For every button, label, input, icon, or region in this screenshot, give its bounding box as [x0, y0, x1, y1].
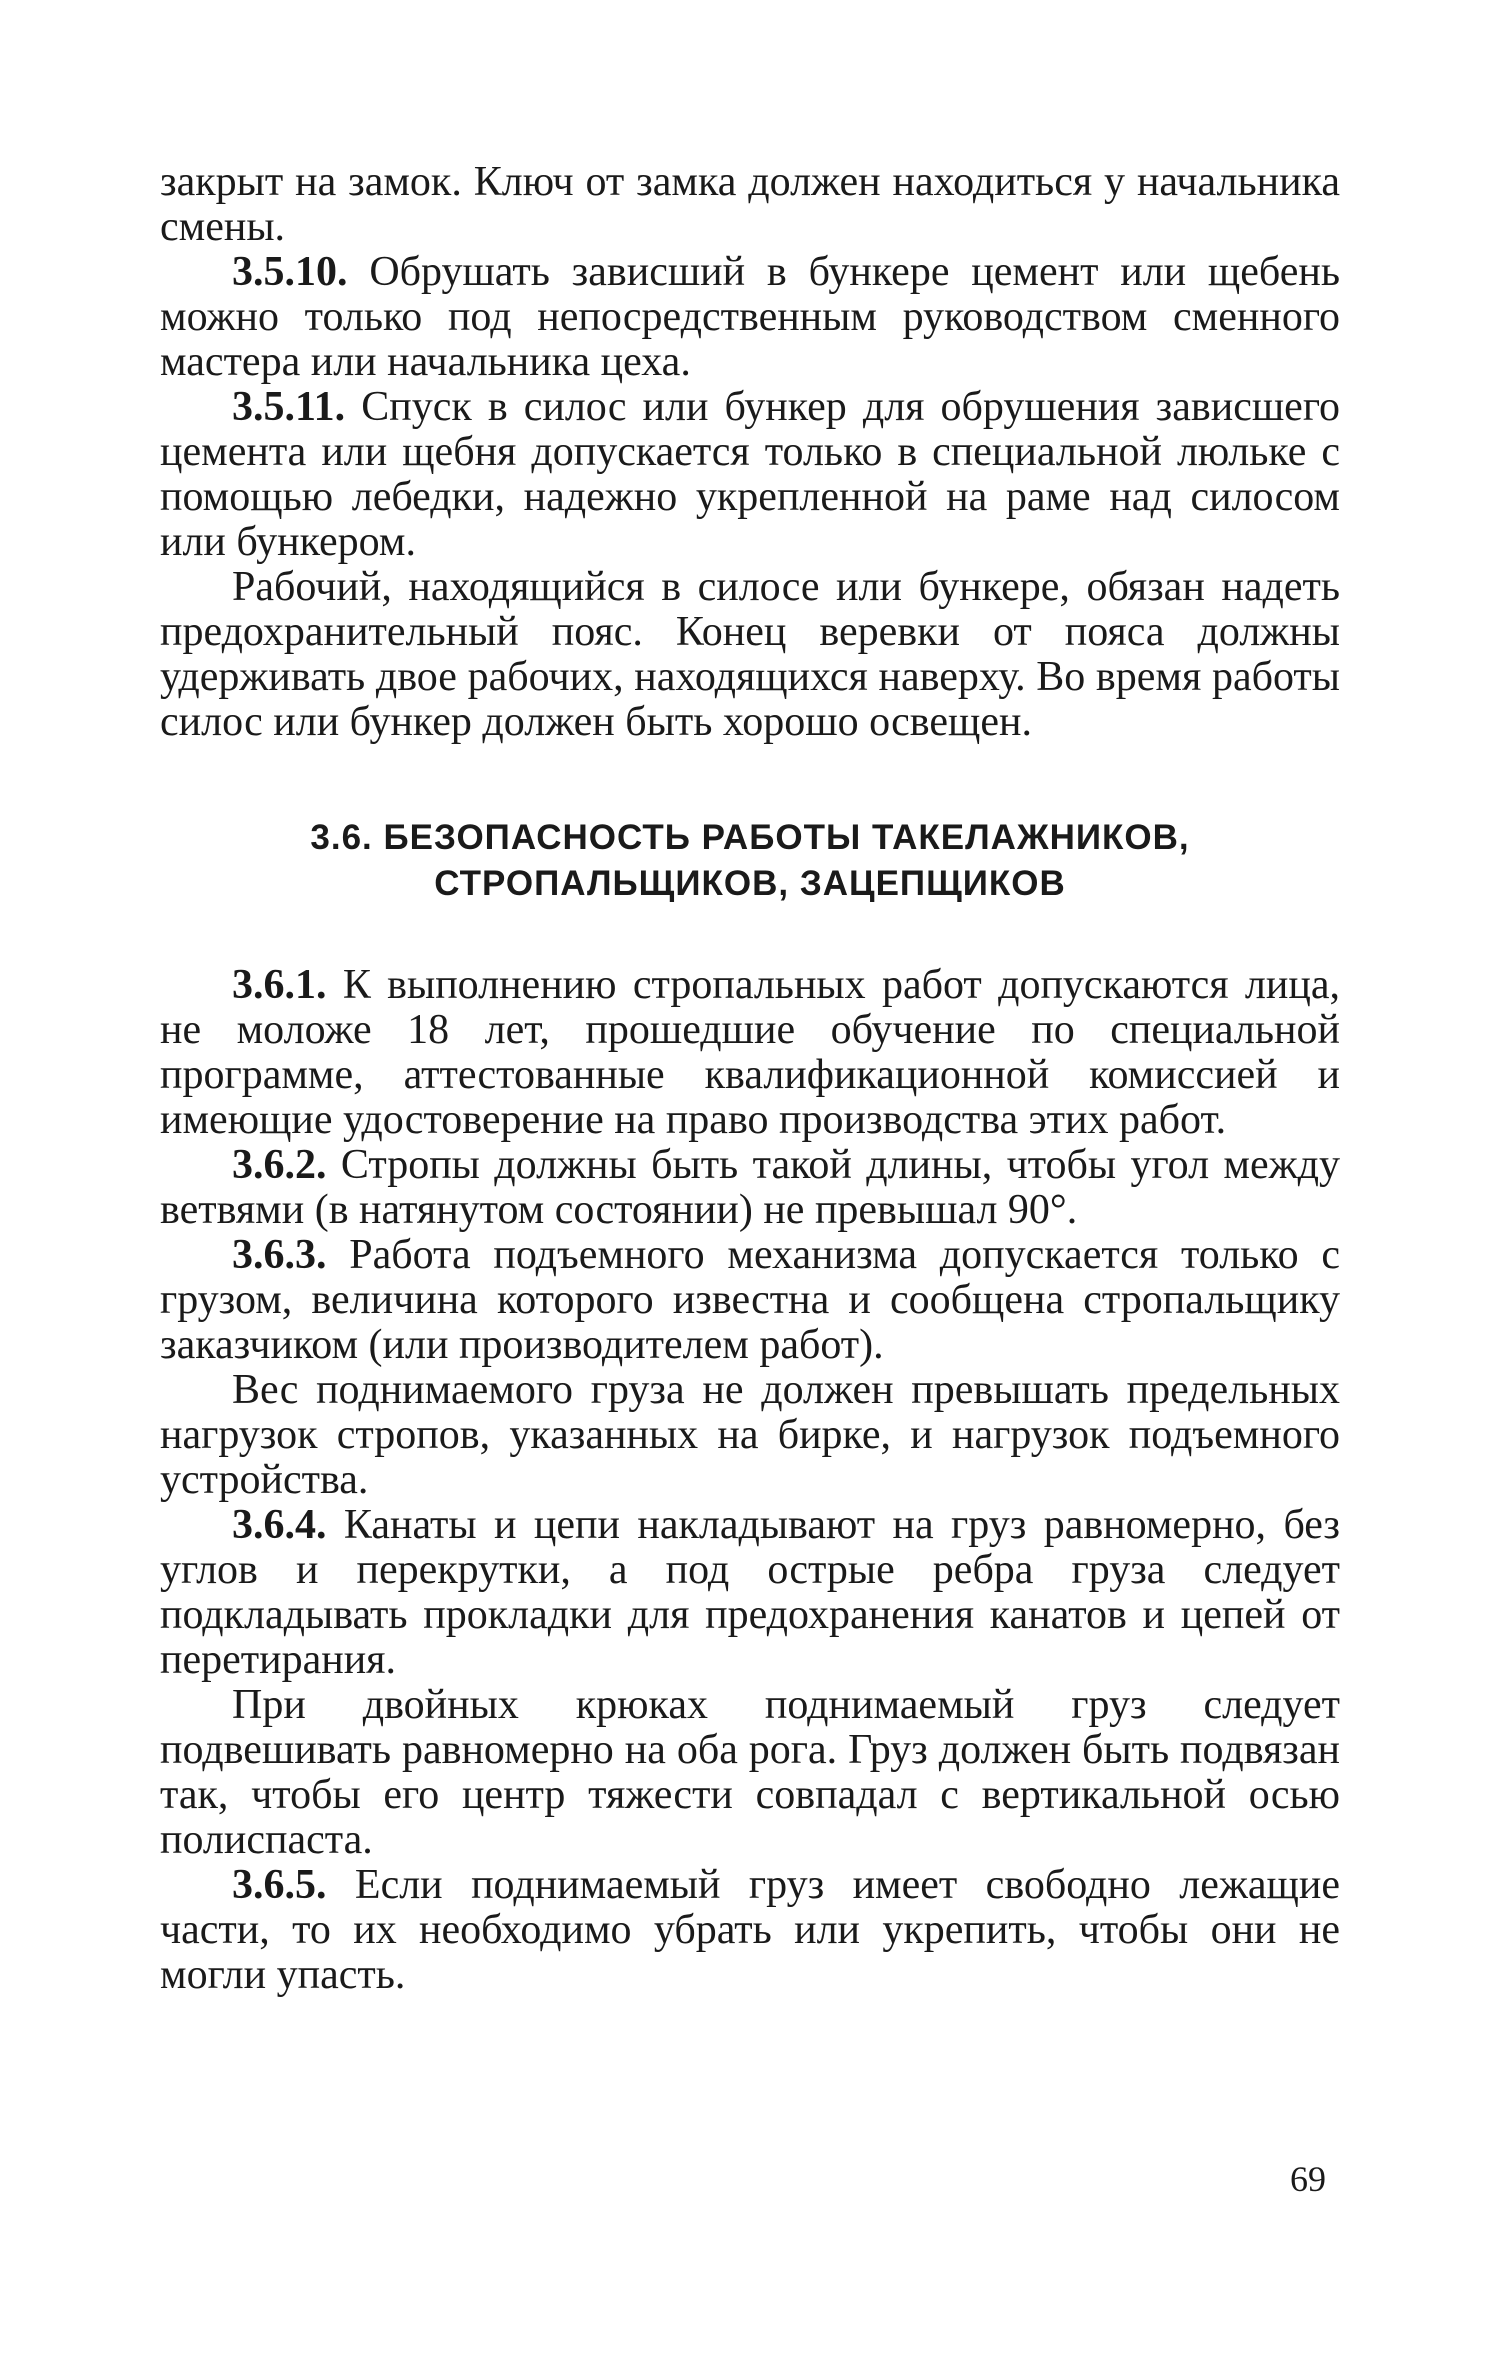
paragraph-text: При двойных крюках поднимаемый груз следует подвешивать равномерно на оба рога. Груз должен быть подвязан так, чтобы его центр тяжести совпадал с вертикальной осью полиспаста.: [160, 1682, 1340, 1863]
paragraph-text: Канаты и цепи накладывают на груз равномерно, без углов и перекрутки, а под острые ребра груза следует подкладывать прокладки для предохранения канатов и цепей от перетирания.: [160, 1502, 1341, 1683]
paragraph-worker: [160, 565, 1340, 745]
clause-number: 3.6.3.: [232, 1232, 327, 1278]
section-title-line-2: СТРОПАЛЬЩИКОВ, ЗАЦЕПЩИКОВ: [434, 864, 1066, 903]
page-body: [160, 160, 1340, 1998]
paragraph-hooks: [160, 1683, 1340, 1863]
paragraph-3-6-5: [160, 1863, 1340, 1998]
clause-number: 3.5.11.: [232, 384, 346, 430]
paragraph-text: К выполнению стропальных работ допускаются лица, не моложе 18 лет, прошедшие обучение по специальной программе, аттестованные квалификационной комиссией и имеющие удостоверение на право производства этих работ.: [160, 962, 1340, 1143]
section-title: [160, 815, 1340, 907]
paragraph-text: Стропы должны быть такой длины, чтобы угол между ветвями (в натянутом состоянии) не превышал 90°.: [160, 1142, 1341, 1233]
paragraph-text: закрыт на замок. Ключ от замка должен находиться у начальника смены.: [160, 159, 1340, 250]
clause-number: 3.6.2.: [232, 1142, 327, 1188]
paragraph-text: Рабочий, находящийся в силосе или бункере, обязан надеть предохранительный пояс. Конец веревки от пояса должны удерживать двое рабочих, находящихся наверху. Во время работы силос или бункер должен быть хорошо освещен.: [160, 564, 1340, 745]
paragraph-weight: [160, 1368, 1340, 1503]
paragraph-3-6-2: [160, 1143, 1340, 1233]
paragraph-3-6-3: [160, 1233, 1340, 1368]
clause-number: 3.6.1.: [232, 962, 327, 1008]
section-title-line-1: 3.6. БЕЗОПАСНОСТЬ РАБОТЫ ТАКЕЛАЖНИКОВ,: [310, 818, 1190, 857]
clause-number: 3.6.5.: [232, 1862, 327, 1908]
paragraph-text: Обрушать зависший в бункере цемент или щебень можно только под непосредственным руководством сменного мастера или начальника цеха.: [160, 249, 1341, 385]
paragraph-3-5-11: [160, 385, 1340, 565]
paragraph-text: Если поднимаемый груз имеет свободно лежащие части, то их необходимо убрать или укрепить, чтобы они не могли упасть.: [160, 1862, 1341, 1998]
paragraph-text: Работа подъемного механизма допускается только с грузом, величина которого известна и сообщена стропальщику заказчиком (или производителем работ).: [160, 1232, 1340, 1368]
paragraph-text: Спуск в силос или бункер для обрушения зависшего цемента или щебня допускается только в специальной люльке с помощью лебедки, надежно укрепленной на раме над силосом или бункером.: [160, 384, 1340, 565]
paragraph-3-6-1: [160, 963, 1340, 1143]
paragraph-text: Вес поднимаемого груза не должен превышать предельных нагрузок стропов, указанных на бирке, и нагрузок подъемного устройства.: [160, 1367, 1340, 1503]
paragraph-3-5-10: [160, 250, 1340, 385]
clause-number: 3.5.10.: [232, 249, 348, 295]
paragraph-3-6-4: [160, 1503, 1340, 1683]
clause-number: 3.6.4.: [232, 1502, 327, 1548]
paragraph-closed: [160, 160, 1340, 250]
page-number: 69: [1290, 2159, 1326, 2199]
